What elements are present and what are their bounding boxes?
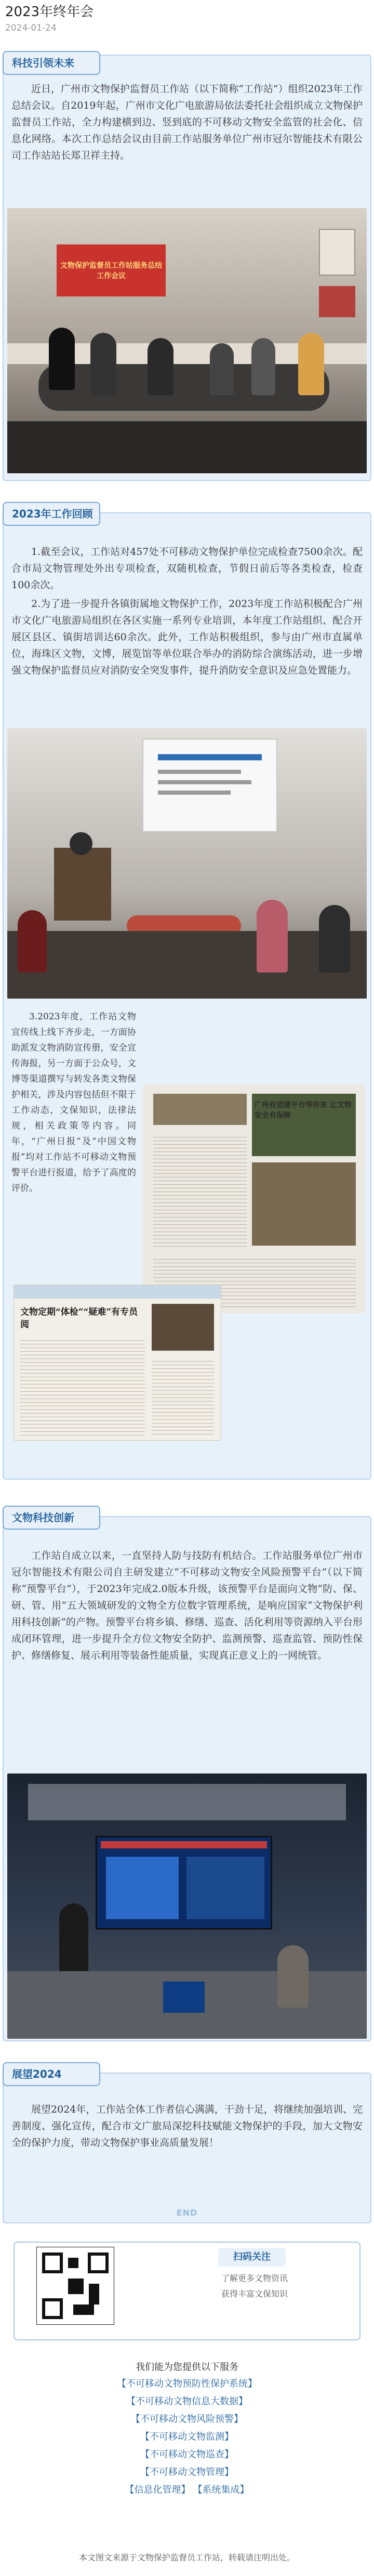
page-title: 2023年终年会 — [5, 4, 94, 20]
meeting-photo — [7, 208, 367, 473]
section4-paragraph: 展望2024年，工作站全体工作者信心满满，干劲十足，将继续加强培训、完善制度、强化宣传，配合市文广旅局深挖科技赋能文物保护的手段，加大文物安全的保护力度，带动文物保护事业高质量发展！ — [11, 2104, 363, 2148]
section1-tag: 科技引领未来 — [3, 51, 100, 75]
section3-paragraph: 工作站自成立以来，一直坚持人防与技防有机结合。工作站服务单位广州市冠尔智能技术有限公司自主研发建立“不可移动文物安全风险预警平台”（以下简称“预警平台”），于2023年完成2.0版本升级，该预警平台是面向文物“防、保、研、管、用”五大领域研发的文物全方位数字管理系统，是响应国家“文物保护利用科技创新”的产物。预警平台将乡镇、修缮、巡查、活化利用等资源纳入平台形成闭环管理，进一步提升全方位文物安全防护、监测预警、巡查监管、预防性保护、修缮修复、展示利用等装备性能质量，实现真正意义上的一网统管。 — [11, 1550, 363, 1661]
service-item[interactable]: 【不可移动文物预防性保护系统】 — [117, 2378, 257, 2389]
scan-follow-label: 扫码关注 — [218, 2248, 286, 2267]
services-title: 我们能为您提供以下服务 — [136, 2362, 238, 2373]
service-item[interactable]: 【信息化管理】 — [125, 2484, 191, 2495]
services-section — [0, 2360, 374, 2499]
service-item[interactable]: 【不可移动文物信息大数据】 — [126, 2396, 248, 2407]
control-room-photo — [7, 1774, 367, 2039]
publish-date: 2024-01-24 — [5, 23, 57, 33]
section4-tag: 展望2024 — [3, 2062, 100, 2086]
article-header — [0, 0, 374, 42]
newspaper-side-headline: 广州有望建平台等你来 让文物安全有保障 — [255, 1101, 352, 1120]
service-item[interactable]: 【系统集成】 — [193, 2484, 249, 2495]
newspaper-headline: 文物定期“体检”“疑难”有专员阅 — [20, 1307, 138, 1330]
source-footer: 本文图文来源于文物保护监督员工作站，转载请注明出处。 — [78, 2553, 295, 2562]
section2-tag: 2023年工作回顾 — [3, 502, 100, 526]
follow-line-2: 获得丰富文保知识 — [221, 2289, 288, 2299]
review-item-3: 3.2023年度，工作站文物宣传线上线下齐步走，一方面协助派发文物消防宣传册，安全宣传海报，另一方面于公众号，文博等渠道撰写与转发各类文物保护相关，涉及内容包括但不限于工作动态，文保知识，法律法规，相关政策等内容。同年，“广州日报”及“中国文物报”均对工作站不可移动文物预警平台进行报道，给予了高度的评价。 — [11, 1012, 136, 1194]
service-item[interactable]: 【不可移动文物巡查】 — [140, 2449, 234, 2460]
meeting-banner-text: 文物保护监督员工作站服务总结工作会议 — [60, 262, 162, 280]
newspaper-photo-2 — [14, 1285, 221, 1441]
service-item[interactable]: 【不可移动文物监测】 — [140, 2431, 234, 2442]
end-label: END — [176, 2208, 198, 2218]
qr-code[interactable] — [36, 2247, 114, 2325]
newspaper-photo-1 — [143, 1084, 365, 1313]
review-item-2: 2.为了进一步提升各镇街属地文物保护工作，2023年度工作站积极配合广州市文化广电旅游局组织在各区实施一系列专业培训，本年度工作站组织、配合开展区县区、镇街培训达60余次。此外，工作站积极组织，参与由广州市直属单位，海珠区文物，文博，展览馆等单位联合举办的消防综合演练活动，进一步增强文物保护监督员应对消防安全突发事件，提升消防安全意识及应急处置能力。 — [11, 598, 363, 676]
review-item-1: 1.截至会议，工作站对457处不可移动文物保护单位完成检查7500余次。配合市局文物管理处外出专项检查，双随机检查，节假日前后等各类检查，检查100余次。 — [11, 546, 363, 591]
service-item[interactable]: 【不可移动文物管理】 — [140, 2467, 234, 2478]
section1-paragraph: 近日，广州市文物保护监督员工作站（以下简称“工作站”）组织2023年工作总结会议。自2019年起，广州市文化广电旅游局依法委托社会组织成立文物保护监督员工作站，全力构建横到边、竖到底的不可移动文物安全监管的社会化、信息化网络。本次工作总结会议由目前工作站服务单位广州市冠尔智能技术有限公司工作站站长郑卫祥主持。 — [11, 83, 363, 161]
follow-line-1: 了解更多文物资讯 — [221, 2273, 288, 2283]
service-item[interactable]: 【不可移动文物风险预警】 — [131, 2414, 243, 2425]
training-photo — [7, 728, 367, 999]
section3-tag: 文物科技创新 — [3, 1506, 100, 1530]
